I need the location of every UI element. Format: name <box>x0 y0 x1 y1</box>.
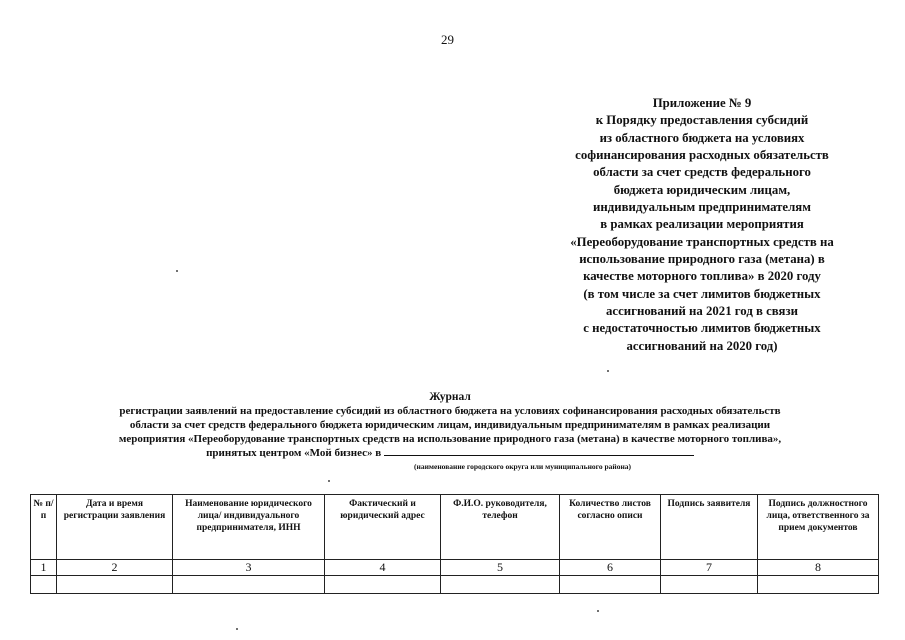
appendix-line: качестве моторного топлива» в 2020 году <box>583 269 821 284</box>
appendix-line: к Порядку предоставления субсидий <box>595 113 809 128</box>
registration-table <box>30 494 879 594</box>
table-cell[interactable] <box>661 576 758 594</box>
table-cell[interactable] <box>325 576 441 594</box>
column-number: 1 <box>31 560 57 576</box>
scan-speck <box>176 270 178 272</box>
appendix-line: софинансирования расходных обязательств <box>575 148 829 163</box>
appendix-line: области за счет средств федерального <box>593 165 811 180</box>
table-cell[interactable] <box>173 576 325 594</box>
journal-title: Журнал <box>429 391 471 403</box>
column-number: 2 <box>57 560 173 576</box>
appendix-line: в рамках реализации мероприятия <box>600 217 804 232</box>
table-cell[interactable] <box>31 576 57 594</box>
journal-heading <box>20 390 880 460</box>
appendix-line: бюджета юридическим лицам, <box>613 182 791 197</box>
header-registration-date: Дата и время регистрации заявления <box>57 495 173 560</box>
scan-speck <box>597 610 599 612</box>
appendix-line: ассигнований на 2021 год в связи <box>606 304 798 319</box>
table-header-row <box>31 495 879 560</box>
table-cell[interactable] <box>57 576 173 594</box>
journal-line-center <box>20 446 880 460</box>
header-address: Фактический и юридический адрес <box>325 495 441 560</box>
appendix-line: «Переоборудование транспортных средств на <box>570 234 834 249</box>
journal-line: регистрации заявлений на предоставление субсидий из областного бюджета на условиях софинансирования расходных обязательств <box>119 405 781 417</box>
column-number: 8 <box>758 560 879 576</box>
journal-line: мероприятия «Переоборудование транспортных средств на использование природного газа (метана) в качестве моторного топлива», <box>118 433 782 445</box>
table-cell[interactable] <box>560 576 661 594</box>
scan-speck <box>236 628 238 630</box>
appendix-line: индивидуальным предпринимателям <box>593 200 811 215</box>
column-number-row <box>31 560 879 576</box>
table-cell[interactable] <box>441 576 560 594</box>
page-number: 29 <box>441 32 454 47</box>
header-official-signature: Подпись должностного лица, ответственного за прием документов <box>758 495 879 560</box>
appendix-line: с недостаточностью лимитов бюджетных <box>583 321 821 336</box>
header-director: Ф.И.О. руководителя, телефон <box>441 495 560 560</box>
column-number: 5 <box>441 560 560 576</box>
appendix-heading <box>532 95 872 355</box>
appendix-line: ассигнований на 2020 год) <box>626 338 778 353</box>
municipality-blank-line[interactable] <box>384 446 694 456</box>
appendix-line: из областного бюджета на условиях <box>599 130 805 145</box>
scan-speck <box>607 370 609 372</box>
scan-speck <box>328 480 330 482</box>
header-applicant-signature: Подпись заявителя <box>661 495 758 560</box>
header-number: № п/п <box>31 495 57 560</box>
column-number: 6 <box>560 560 661 576</box>
municipality-hint: (наименование городского округа или муниципального района) <box>414 462 632 471</box>
appendix-line: использование природного газа (метана) в <box>579 252 825 267</box>
appendix-title: Приложение № 9 <box>652 96 752 110</box>
column-number: 3 <box>173 560 325 576</box>
table-cell[interactable] <box>758 576 879 594</box>
journal-line: области за счет средств федерального бюджета юридическим лицам, индивидуальным предпринимателям в рамках реализации <box>129 419 771 431</box>
header-sheet-count: Количество листов согласно описи <box>560 495 661 560</box>
table-row <box>31 576 879 594</box>
journal-center-label: принятых центром «Мой бизнес» в <box>206 447 382 459</box>
column-number: 7 <box>661 560 758 576</box>
column-number: 4 <box>325 560 441 576</box>
header-applicant-name: Наименование юридического лица/ индивидуального предпринимателя, ИНН <box>173 495 325 560</box>
appendix-line: (в том числе за счет лимитов бюджетных <box>583 286 821 301</box>
